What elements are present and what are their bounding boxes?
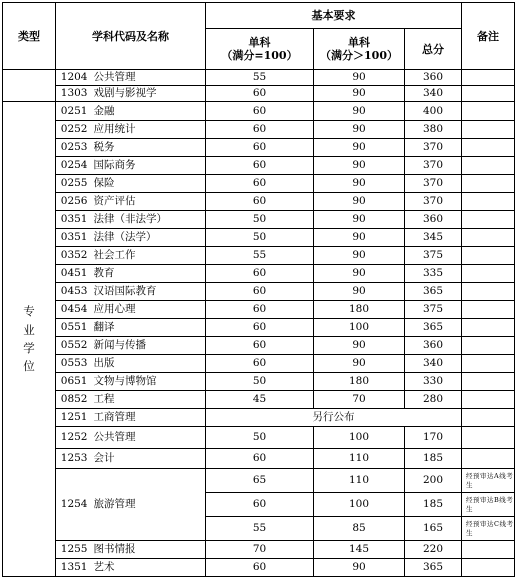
single-100-score: 70 <box>206 541 314 559</box>
total-score: 185 <box>405 449 462 469</box>
single-over-100-score: 100 <box>314 493 405 517</box>
single-over-100-score: 90 <box>314 70 405 86</box>
subject-code: 0552 <box>56 337 94 355</box>
subject-name: 公共管理 <box>94 70 206 86</box>
subject-name: 应用心理 <box>94 301 206 319</box>
single-over-100-score: 90 <box>314 157 405 175</box>
single-over-100-score: 90 <box>314 175 405 193</box>
subject-code: 0651 <box>56 373 94 391</box>
total-score: 375 <box>405 247 462 265</box>
table-row <box>3 86 515 102</box>
table-row <box>3 449 515 469</box>
single-over-100-score: 90 <box>314 337 405 355</box>
header-type: 类型 <box>3 3 56 70</box>
table-row <box>3 247 515 265</box>
subject-name: 文物与博物馆 <box>94 373 206 391</box>
subject-name: 工程 <box>94 391 206 409</box>
subject-name: 图书情报 <box>94 541 206 559</box>
subject-code: 0253 <box>56 139 94 157</box>
subject-name: 工商管理 <box>94 409 206 427</box>
single-100-score: 45 <box>206 391 314 409</box>
total-score: 200 <box>405 469 462 493</box>
remark-cell <box>462 193 515 211</box>
single-over-100-score: 70 <box>314 391 405 409</box>
total-score: 370 <box>405 139 462 157</box>
announced-separately: 另行公布 <box>206 409 462 427</box>
total-score: 170 <box>405 427 462 449</box>
header-single-100-line2: （满分=100） <box>221 49 298 62</box>
subject-name: 应用统计 <box>94 121 206 139</box>
total-score: 360 <box>405 70 462 86</box>
single-100-score: 60 <box>206 265 314 283</box>
subject-name: 税务 <box>94 139 206 157</box>
total-score: 340 <box>405 86 462 102</box>
single-over-100-score: 90 <box>314 193 405 211</box>
table-row <box>3 337 515 355</box>
table-row <box>3 409 515 427</box>
subject-name: 法律（非法学） <box>94 211 206 229</box>
remark-cell <box>462 211 515 229</box>
table-header <box>3 3 515 70</box>
remark-note-a: 经预审达A线考生 <box>462 469 515 493</box>
total-score: 165 <box>405 517 462 541</box>
single-100-score: 55 <box>206 517 314 541</box>
single-100-score: 60 <box>206 283 314 301</box>
subject-code: 0454 <box>56 301 94 319</box>
single-over-100-score: 90 <box>314 283 405 301</box>
header-total: 总分 <box>405 29 462 70</box>
single-100-score: 50 <box>206 373 314 391</box>
subject-code: 1253 <box>56 449 94 469</box>
single-over-100-score: 180 <box>314 373 405 391</box>
subject-name: 法律（法学） <box>94 229 206 247</box>
single-100-score: 65 <box>206 469 314 493</box>
table-row <box>3 157 515 175</box>
subject-code: 0852 <box>56 391 94 409</box>
single-over-100-score: 100 <box>314 319 405 337</box>
single-100-score: 60 <box>206 355 314 373</box>
table-row <box>3 70 515 86</box>
subject-code: 1204 <box>56 70 94 86</box>
remark-cell <box>462 139 515 157</box>
total-score: 365 <box>405 319 462 337</box>
table-row <box>3 559 515 577</box>
table-row <box>3 102 515 121</box>
single-100-score: 60 <box>206 449 314 469</box>
subject-name: 社会工作 <box>94 247 206 265</box>
table-row <box>3 391 515 409</box>
single-100-score: 60 <box>206 157 314 175</box>
type-professional-degree <box>3 102 56 577</box>
single-over-100-score: 90 <box>314 355 405 373</box>
total-score: 360 <box>405 337 462 355</box>
subject-name: 翻译 <box>94 319 206 337</box>
total-score: 340 <box>405 355 462 373</box>
subject-code: 0352 <box>56 247 94 265</box>
remark-cell <box>462 157 515 175</box>
subject-code: 0553 <box>56 355 94 373</box>
total-score: 370 <box>405 175 462 193</box>
total-score: 220 <box>405 541 462 559</box>
total-score: 185 <box>405 493 462 517</box>
remark-cell <box>462 301 515 319</box>
single-100-score: 60 <box>206 337 314 355</box>
table-row <box>3 427 515 449</box>
single-100-score: 60 <box>206 559 314 577</box>
subject-code: 0351 <box>56 229 94 247</box>
subject-name: 公共管理 <box>94 427 206 449</box>
subject-code: 1251 <box>56 409 94 427</box>
single-over-100-score: 90 <box>314 265 405 283</box>
table-row <box>3 301 515 319</box>
header-subject: 学科代码及名称 <box>56 3 206 70</box>
subject-name: 戏剧与影视学 <box>94 86 206 102</box>
single-100-score: 55 <box>206 247 314 265</box>
header-single-over-100-line2: （满分＞100） <box>320 49 398 62</box>
single-over-100-score: 90 <box>314 139 405 157</box>
single-over-100-score: 90 <box>314 86 405 102</box>
subject-code: 1254 <box>56 469 94 541</box>
single-100-score: 60 <box>206 86 314 102</box>
table-row <box>3 211 515 229</box>
subject-name: 出版 <box>94 355 206 373</box>
single-over-100-score: 145 <box>314 541 405 559</box>
total-score: 330 <box>405 373 462 391</box>
header-single-over-100-line1: 单科 <box>348 36 370 49</box>
subject-code: 0255 <box>56 175 94 193</box>
score-requirements-table <box>2 2 515 577</box>
total-score: 280 <box>405 391 462 409</box>
total-score: 380 <box>405 121 462 139</box>
subject-name: 艺术 <box>94 559 206 577</box>
table-row <box>3 265 515 283</box>
type-cell-continued <box>3 70 56 102</box>
total-score: 345 <box>405 229 462 247</box>
single-over-100-score: 110 <box>314 469 405 493</box>
single-100-score: 55 <box>206 70 314 86</box>
subject-name: 会计 <box>94 449 206 469</box>
remark-cell <box>462 559 515 577</box>
table-row <box>3 121 515 139</box>
total-score: 365 <box>405 559 462 577</box>
subject-name: 国际商务 <box>94 157 206 175</box>
type-label: 专业学位 <box>23 304 35 374</box>
remark-cell <box>462 265 515 283</box>
subject-name: 资产评估 <box>94 193 206 211</box>
remark-note-c: 经预审达C线考生 <box>462 517 515 541</box>
remark-cell <box>462 319 515 337</box>
remark-cell <box>462 373 515 391</box>
single-100-score: 60 <box>206 301 314 319</box>
table-row <box>3 229 515 247</box>
total-score: 360 <box>405 211 462 229</box>
total-score: 335 <box>405 265 462 283</box>
total-score: 370 <box>405 157 462 175</box>
table-row <box>3 283 515 301</box>
header-single-100-line1: 单科 <box>248 36 271 49</box>
single-100-score: 60 <box>206 319 314 337</box>
subject-name: 旅游管理 <box>94 469 206 541</box>
remark-cell <box>462 337 515 355</box>
remark-cell <box>462 229 515 247</box>
remark-cell <box>462 541 515 559</box>
subject-code: 0453 <box>56 283 94 301</box>
table-row <box>3 139 515 157</box>
table-row <box>3 373 515 391</box>
remark-note-b: 经预审达B线考生 <box>462 493 515 517</box>
subject-code: 1303 <box>56 86 94 102</box>
subject-name: 金融 <box>94 102 206 121</box>
table-row <box>3 541 515 559</box>
single-over-100-score: 90 <box>314 121 405 139</box>
remark-cell <box>462 121 515 139</box>
single-100-score: 60 <box>206 175 314 193</box>
single-100-score: 50 <box>206 229 314 247</box>
subject-name: 保险 <box>94 175 206 193</box>
table-row <box>3 193 515 211</box>
subject-code: 0254 <box>56 157 94 175</box>
table-row <box>3 175 515 193</box>
single-over-100-score: 90 <box>314 247 405 265</box>
single-100-score: 50 <box>206 211 314 229</box>
subject-code: 0451 <box>56 265 94 283</box>
subject-name: 新闻与传播 <box>94 337 206 355</box>
single-over-100-score: 100 <box>314 427 405 449</box>
table-row <box>3 355 515 373</box>
header-single-over-100 <box>314 29 405 70</box>
subject-code: 0351 <box>56 211 94 229</box>
header-single-100 <box>206 29 314 70</box>
single-over-100-score: 90 <box>314 211 405 229</box>
remark-cell <box>462 283 515 301</box>
remark-cell <box>462 175 515 193</box>
header-remark: 备注 <box>462 3 515 70</box>
remark-cell <box>462 86 515 102</box>
remark-cell <box>462 427 515 449</box>
header-basic-requirements: 基本要求 <box>206 3 462 29</box>
total-score: 365 <box>405 283 462 301</box>
subject-name: 教育 <box>94 265 206 283</box>
single-100-score: 60 <box>206 193 314 211</box>
remark-cell <box>462 391 515 409</box>
single-100-score: 60 <box>206 493 314 517</box>
subject-code: 0251 <box>56 102 94 121</box>
subject-code: 0256 <box>56 193 94 211</box>
subject-name: 汉语国际教育 <box>94 283 206 301</box>
remark-cell <box>462 355 515 373</box>
subject-code: 0252 <box>56 121 94 139</box>
single-100-score: 60 <box>206 139 314 157</box>
single-over-100-score: 90 <box>314 102 405 121</box>
remark-cell <box>462 70 515 86</box>
table-row <box>3 319 515 337</box>
total-score: 375 <box>405 301 462 319</box>
subject-code: 0551 <box>56 319 94 337</box>
single-100-score: 60 <box>206 102 314 121</box>
single-over-100-score: 85 <box>314 517 405 541</box>
single-over-100-score: 110 <box>314 449 405 469</box>
total-score: 400 <box>405 102 462 121</box>
remark-cell <box>462 449 515 469</box>
single-100-score: 50 <box>206 427 314 449</box>
remark-cell <box>462 247 515 265</box>
single-over-100-score: 90 <box>314 229 405 247</box>
remark-cell <box>462 409 515 427</box>
single-100-score: 60 <box>206 121 314 139</box>
single-over-100-score: 90 <box>314 559 405 577</box>
total-score: 370 <box>405 193 462 211</box>
table-row <box>3 469 515 493</box>
subject-code: 1255 <box>56 541 94 559</box>
subject-code: 1351 <box>56 559 94 577</box>
remark-cell <box>462 102 515 121</box>
single-over-100-score: 180 <box>314 301 405 319</box>
subject-code: 1252 <box>56 427 94 449</box>
